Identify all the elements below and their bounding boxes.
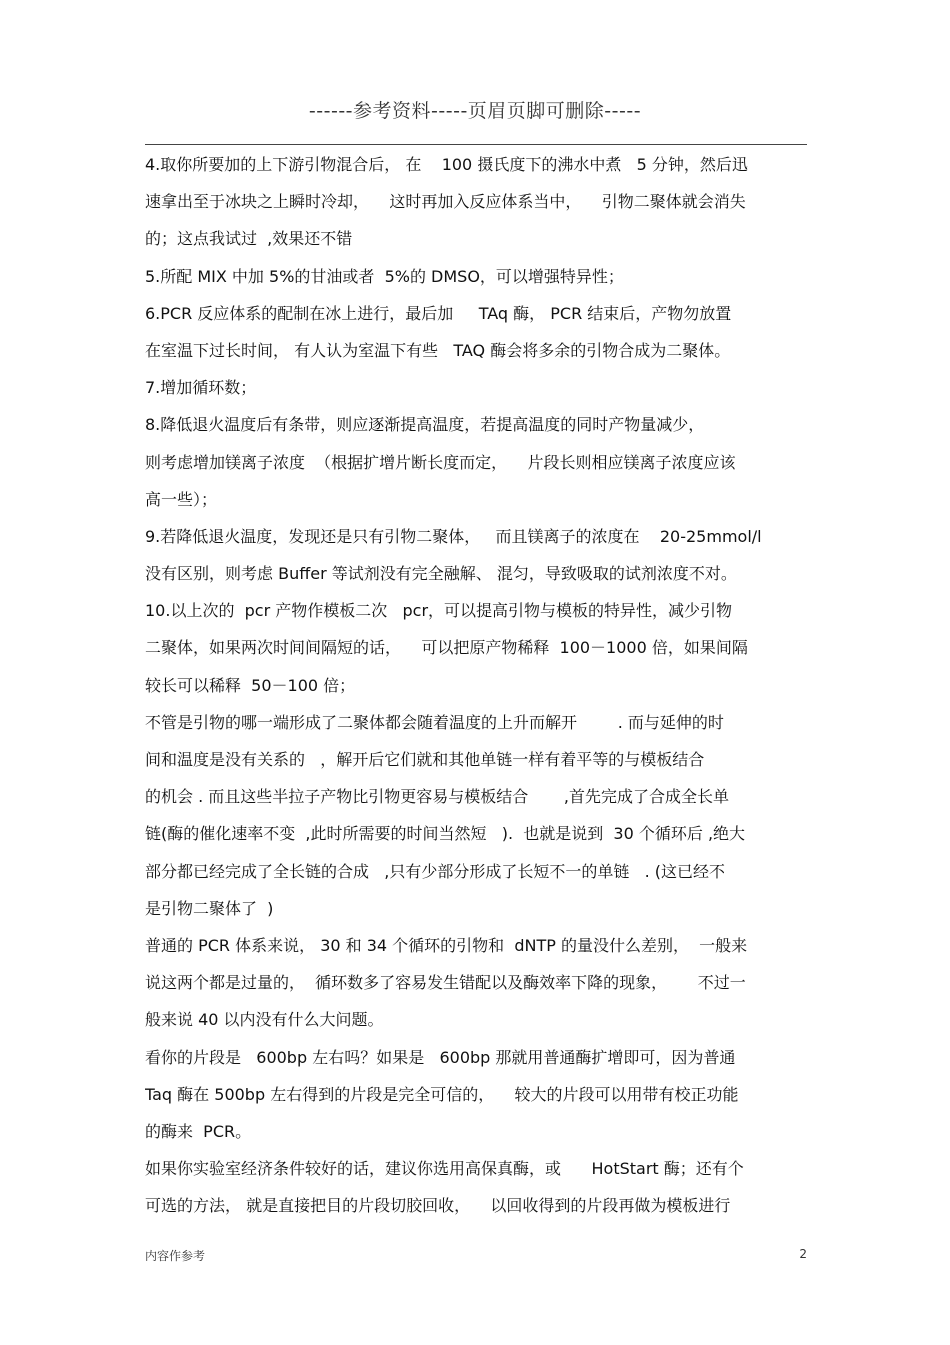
header-divider [145,144,807,145]
text-line: 看你的片段是 600bp 左右吗？如果是 600bp 那就用普通酶扩增即可，因为普通 [145,1047,736,1067]
text-line: 在室温下过长时间， 有人认为室温下有些 TAQ 酶会将多余的引物合成为二聚体。 [145,340,731,360]
text-line: 的；这点我试过 ,效果还不错 [145,229,353,249]
text-line: 速拿出至于冰块之上瞬时冷却， 这时再加入反应体系当中， 引物二聚体就会消失 [145,192,746,212]
text-line: Taq 酶在 500bp 左右得到的片段是完全可信的， 较大的片段可以用带有校正功能 [145,1084,739,1104]
text-line: 部分都已经完成了全长链的合成 ,只有少部分形成了长短不一的单链 . (这已经不 [145,861,726,881]
text-line: 可选的方法， 就是直接把目的片段切胶回收， 以回收得到的片段再做为模板进行 [145,1196,731,1216]
text-line: 链(酶的催化速率不变 ,此时所需要的时间当然短 ). 也就是说到 30 个循环后 ,绝大 [145,824,746,844]
text-line: 普通的 PCR 体系来说， 30 和 34 个循环的引物和 dNTP 的量没什么差别， 一般来 [145,935,748,955]
footer-note: 内容作参考 [145,1249,206,1263]
text-line: 是引物二聚体了 ) [145,898,274,918]
text-line: 6.PCR 反应体系的配制在冰上进行，最后加 TAq 酶， PCR 结束后，产物勿放置 [145,303,732,323]
text-line: 说这两个都是过量的， 循环数多了容易发生错配以及酶效率下降的现象， 不过一 [145,973,746,993]
text-line: 4.取你所要加的上下游引物混合后， 在 100 摄氏度下的沸水中煮 5 分钟，然后迅 [145,155,748,174]
text-line: 没有区别，则考虑 Buffer 等试剂没有完全融解、 混匀，导致吸取的试剂浓度不对。 [145,564,737,584]
text-line: 间和温度是没有关系的 ，解开后它们就和其他单链一样有着平等的与模板结合 [145,750,705,769]
text-line: 高一些）； [145,489,218,509]
page-number: 2 [799,1247,807,1261]
text-line: 8.降低退火温度后有条带，则应逐渐提高温度，若提高温度的同时产物量减少， [145,415,705,435]
text-line: 9.若降低退火温度，发现还是只有引物二聚体， 而且镁离子的浓度在 20-25mmol/l [145,526,762,546]
text-line: 7.增加循环数； [145,378,257,398]
text-line: 则考虑增加镁离子浓度 （根据扩增片断长度而定， 片段长则相应镁离子浓度应该 [145,452,736,472]
page-header: ------参考资料-----页眉页脚可删除----- [308,100,642,122]
text-line: 般来说 40 以内没有什么大问题。 [145,1010,384,1030]
text-line: 较长可以稀释 50－100 倍； [145,675,356,695]
text-line: 5.所配 MIX 中加 5%的甘油或者 5%的 DMSO，可以增强特异性； [145,266,624,286]
text-line: 的酶来 PCR。 [145,1121,252,1141]
document-body [145,146,807,1224]
text-line: 10.以上次的 pcr 产物作模板二次 pcr，可以提高引物与模板的特异性，减少引物 [145,601,733,621]
text-line: 的机会 . 而且这些半拉子产物比引物更容易与模板结合 ,首先完成了合成全长单 [145,787,729,807]
text-line: 二聚体，如果两次时间间隔短的话， 可以把原产物稀释 100－1000 倍，如果间隔 [145,638,748,658]
text-line: 如果你实验室经济条件较好的话，建议你选用高保真酶，或 HotStart 酶；还有个 [145,1159,744,1179]
text-line: 不管是引物的哪一端形成了二聚体都会随着温度的上升而解开 . 而与延伸的时 [145,712,724,732]
